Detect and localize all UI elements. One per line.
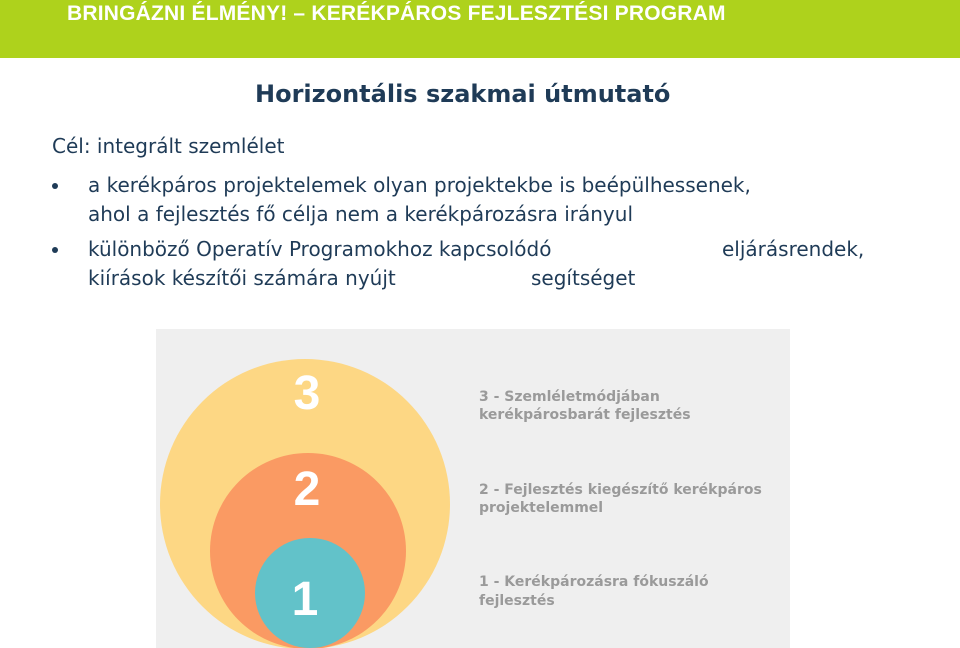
bullet-icon	[52, 247, 58, 253]
level-3-number: 3	[293, 367, 321, 420]
level-2-number: 2	[293, 463, 321, 516]
bullet-1-line-1: a kerékpáros projektelemek olyan projektekbe is beépülhessenek,	[88, 173, 751, 197]
bullet-2-line-2a: kiírások készítői számára nyújt	[88, 266, 396, 290]
bullet-2-line-2b: segítséget	[531, 266, 636, 290]
bullet-1-line-2: ahol a fejlesztés fő célja nem a kerékpározásra irányul	[88, 202, 633, 226]
bullet-2-line-1b: eljárásrendek,	[722, 237, 865, 261]
bullet-icon	[52, 183, 58, 189]
level-1-label-line-1: 1 - Kerékpározásra fókuszáló	[479, 574, 709, 590]
slide-title: Horizontális szakmai útmutató	[255, 80, 671, 108]
level-2-label-line-2: projektelemmel	[479, 500, 604, 516]
goal-heading: Cél: integrált szemlélet	[52, 134, 285, 158]
level-1-label-line-2: fejlesztés	[479, 593, 555, 609]
nested-circles-figure	[156, 329, 790, 648]
banner-title: BRINGÁZNI ÉLMÉNY! – KERÉKPÁROS FEJLESZTÉSI PROGRAM	[67, 2, 726, 25]
level-1-number: 1	[291, 573, 319, 626]
level-3-label-line-2: kerékpárosbarát fejlesztés	[479, 407, 691, 423]
top-banner	[0, 0, 960, 58]
level-2-label-line-1: 2 - Fejlesztés kiegészítő kerékpáros	[479, 482, 762, 498]
level-3-label-line-1: 3 - Szemléletmódjában	[479, 389, 660, 405]
bullet-2-line-1a: különböző Operatív Programokhoz kapcsolódó	[88, 237, 552, 261]
